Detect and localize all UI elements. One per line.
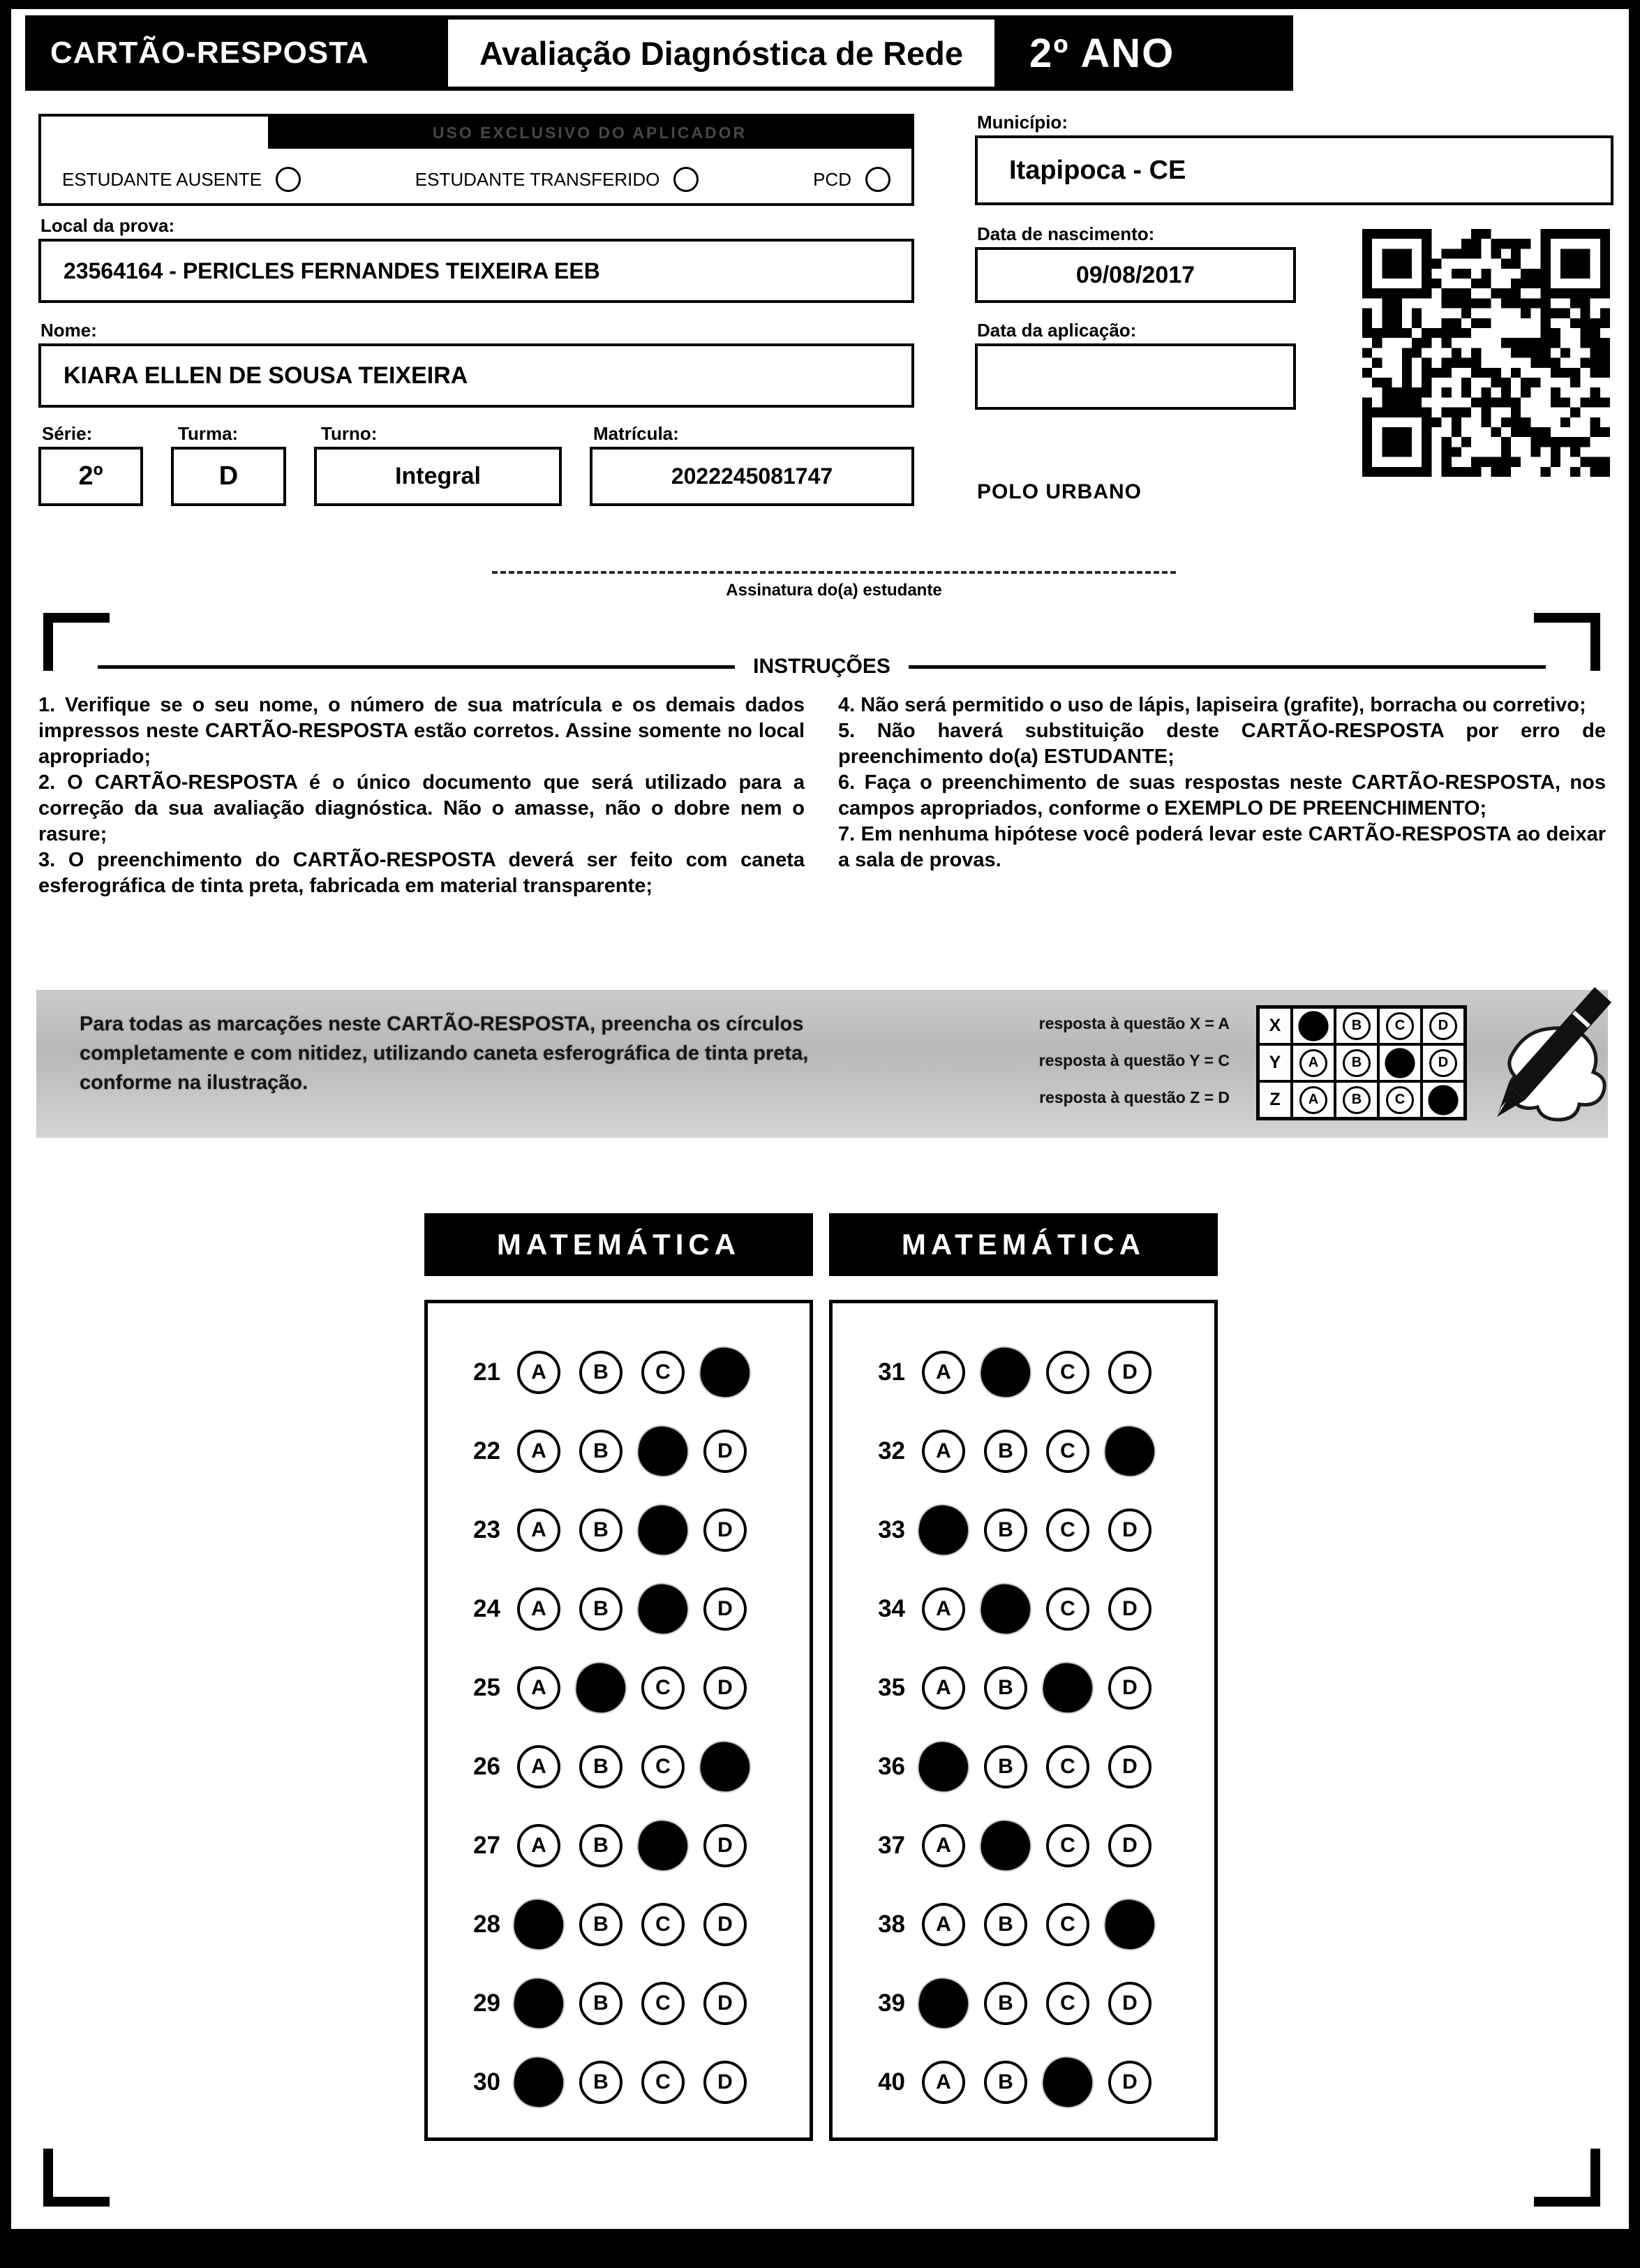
question-number: 30 <box>473 2068 500 2096</box>
question-number: 22 <box>473 1437 500 1465</box>
question-number: 36 <box>878 1752 905 1780</box>
bubble-q38-C[interactable]: C <box>1046 1903 1089 1946</box>
serie-value <box>38 447 143 506</box>
estudante-ausente-radio[interactable] <box>276 167 301 192</box>
example-cell <box>1292 1081 1335 1118</box>
instruction-item: 4. Não será permitido o uso de lápis, lapiseira (grafite), borracha ou corretivo; <box>838 694 1586 716</box>
question-row-30 <box>428 2043 810 2121</box>
instruction-item: 3. O preenchimento do CARTÃO-RESPOSTA deverá ser feito com caneta esferográfica de tinta preta, fabricada em material transparente; <box>38 849 805 897</box>
page-border-bottom-bar <box>0 2229 1640 2268</box>
header-bar-grade <box>999 15 1293 91</box>
question-row-36 <box>833 1727 1214 1806</box>
bubble-q35-B[interactable]: B <box>984 1666 1027 1710</box>
municipio-text: Itapipoca - CE <box>1009 155 1186 185</box>
bubble-q34-B-filled[interactable] <box>978 1580 1034 1636</box>
fill-note-text: Para todas as marcações neste CARTÃO-RESPOSTA, preencha os círculos completamente e com nitidez, utilizando caneta esferográfica de tinta preta, conforme na ilustração. <box>80 1013 809 1094</box>
question-number: 32 <box>878 1437 905 1465</box>
instruction-item: 6. Faça o preenchimento de suas respostas neste CARTÃO-RESPOSTA, nos campos apropriados, conforme o EXEMPLO DE PREENCHIMENTO; <box>838 771 1606 820</box>
checkbox-pcd <box>813 167 890 192</box>
question-number: 25 <box>473 1673 500 1701</box>
bubble-q29-A-filled[interactable] <box>511 1975 567 2031</box>
bubble-q40-D[interactable]: D <box>1108 2061 1151 2104</box>
question-row-32 <box>833 1411 1214 1490</box>
bubble-q35-D[interactable]: D <box>1108 1666 1151 1710</box>
checkbox-label: ESTUDANTE AUSENTE <box>62 168 262 190</box>
bubble-q25-B-filled[interactable] <box>573 1659 629 1715</box>
example-cell <box>1292 1007 1335 1044</box>
example-bubble: A <box>1299 1049 1327 1077</box>
question-row-31 <box>833 1333 1214 1411</box>
bubble-q39-D[interactable]: D <box>1108 1982 1151 2025</box>
question-number: 31 <box>878 1358 905 1386</box>
turno-text: Integral <box>395 463 481 489</box>
bubble-q32-A[interactable]: A <box>922 1430 965 1473</box>
bubble-q36-A-filled[interactable] <box>916 1738 971 1794</box>
bubble-q24-D[interactable]: D <box>703 1587 747 1631</box>
estudante-transferido-radio[interactable] <box>673 167 699 192</box>
example-cell <box>1335 1007 1378 1044</box>
local-da-prova-label: Local da prova: <box>40 215 175 236</box>
question-row-27 <box>428 1806 810 1885</box>
question-number: 21 <box>473 1358 500 1386</box>
question-row-40 <box>833 2043 1214 2121</box>
instruction-item: 1. Verifique se o seu nome, o número de sua matrícula e os demais dados impressos neste CARTÃO-RESPOSTA estão corretos. Assine somente no local apropriado; <box>38 694 805 768</box>
student-name: KIARA ELLEN DE SOUSA TEIXEIRA <box>64 362 468 389</box>
question-number: 24 <box>473 1594 500 1622</box>
legend-line-z: resposta à questão Z = D <box>1039 1088 1230 1106</box>
legend-line-x: resposta à questão X = A <box>1038 1014 1230 1032</box>
example-row-label-cell <box>1258 1081 1292 1118</box>
matricula-text: 2022245081747 <box>671 464 833 489</box>
bubble-q25-A[interactable]: A <box>517 1666 560 1710</box>
answer-grid-21-30 <box>424 1300 813 2141</box>
grade-label: 2º ANO <box>1029 30 1175 76</box>
hand-with-pen-icon <box>1408 984 1617 1134</box>
bubble-q32-B[interactable]: B <box>984 1430 1027 1473</box>
fill-example-legend <box>992 1005 1230 1116</box>
municipio-label: Município: <box>977 112 1068 133</box>
bubble-q21-D-filled[interactable] <box>697 1344 753 1400</box>
bubble-q23-D[interactable]: D <box>703 1509 747 1552</box>
example-cell <box>1335 1081 1378 1118</box>
header-subtitle-box <box>444 15 999 91</box>
bubble-q33-A-filled[interactable] <box>916 1502 971 1557</box>
question-row-22 <box>428 1411 810 1490</box>
bubble-q28-A-filled[interactable] <box>511 1896 567 1952</box>
instructions-header <box>98 655 1546 679</box>
turno-value <box>314 447 562 506</box>
turma-text: D <box>218 461 239 491</box>
bubble-q26-A[interactable]: A <box>517 1745 560 1788</box>
aplicacao-value[interactable] <box>975 343 1296 410</box>
bubble-q33-C[interactable]: C <box>1046 1509 1089 1552</box>
question-number: 39 <box>878 1989 905 2017</box>
instructions-column-left <box>38 692 805 899</box>
question-number: 28 <box>473 1910 500 1938</box>
bubble-q30-D[interactable]: D <box>703 2061 747 2104</box>
bubble-q28-B[interactable]: B <box>579 1903 623 1946</box>
bubble-q28-D[interactable]: D <box>703 1903 747 1946</box>
example-bubble: C <box>1386 1012 1414 1040</box>
instructions-title: INSTRUÇÕES <box>753 655 890 678</box>
bubble-q32-C[interactable]: C <box>1046 1430 1089 1473</box>
bubble-q38-A[interactable]: A <box>922 1903 965 1946</box>
signature-label: Assinatura do(a) estudante <box>726 581 942 600</box>
question-row-33 <box>833 1490 1214 1569</box>
bubble-q30-A-filled[interactable] <box>511 2054 567 2110</box>
bubble-q37-B-filled[interactable] <box>978 1817 1034 1873</box>
fill-example-band <box>36 990 1608 1138</box>
example-bubble: C <box>1386 1086 1414 1114</box>
checkbox-estudante-transferido <box>415 167 699 192</box>
bubble-q25-C[interactable]: C <box>641 1666 685 1710</box>
bubble-q27-B[interactable]: B <box>579 1824 623 1867</box>
instructions-columns <box>38 692 1607 899</box>
page-border-left <box>0 0 11 2268</box>
bubble-q28-C[interactable]: C <box>641 1903 685 1946</box>
bubble-q33-B[interactable]: B <box>984 1509 1027 1552</box>
question-row-23 <box>428 1490 810 1569</box>
example-cell <box>1292 1044 1335 1081</box>
bubble-q37-A[interactable]: A <box>922 1824 965 1867</box>
question-row-29 <box>428 1964 810 2043</box>
checkbox-estudante-ausente <box>62 167 301 192</box>
bubble-q40-B[interactable]: B <box>984 2061 1027 2104</box>
bubble-q21-B[interactable]: B <box>579 1351 623 1394</box>
section-header-matematica-1 <box>424 1213 813 1276</box>
question-number: 23 <box>473 1515 500 1543</box>
header-bar-left <box>25 15 444 91</box>
municipio-value <box>975 135 1613 205</box>
example-bubble: D <box>1429 1012 1457 1040</box>
matricula-label: Matrícula: <box>593 423 679 444</box>
question-number: 33 <box>878 1515 905 1543</box>
checkbox-label: ESTUDANTE TRANSFERIDO <box>415 168 660 190</box>
instruction-item: 5. Não haverá substituição deste CARTÃO-RESPOSTA por erro de preenchimento do(a) ESTUDANTE; <box>838 720 1606 768</box>
question-number: 27 <box>473 1831 500 1859</box>
instructions-rule-right <box>909 665 1546 669</box>
bubble-q36-C[interactable]: C <box>1046 1745 1089 1788</box>
bubble-q40-C-filled[interactable] <box>1040 2054 1096 2110</box>
question-number: 40 <box>878 2068 905 2096</box>
question-row-28 <box>428 1885 810 1964</box>
nome-label: Nome: <box>40 320 97 341</box>
bubble-q34-A[interactable]: A <box>922 1587 965 1631</box>
question-row-34 <box>833 1569 1214 1648</box>
bubble-q26-C[interactable]: C <box>641 1745 685 1788</box>
bubble-q23-C-filled[interactable] <box>635 1502 691 1557</box>
question-number: 38 <box>878 1910 905 1938</box>
bubble-q35-C-filled[interactable] <box>1040 1659 1096 1715</box>
turma-label: Turma: <box>178 423 239 444</box>
example-row-label: Y <box>1269 1053 1281 1072</box>
bubble-q36-B[interactable]: B <box>984 1745 1027 1788</box>
bubble-q34-C[interactable]: C <box>1046 1587 1089 1631</box>
example-bubble-filled <box>1298 1011 1328 1041</box>
example-row-label-cell <box>1258 1007 1292 1044</box>
applicator-use-label: USO EXCLUSIVO DO APLICADOR <box>432 123 747 142</box>
serie-text: 2º <box>78 461 103 491</box>
example-row-label: Z <box>1269 1090 1281 1109</box>
polo-label: POLO URBANO <box>977 480 1142 503</box>
bubble-q38-B[interactable]: B <box>984 1903 1027 1946</box>
pcd-radio[interactable] <box>865 167 890 192</box>
example-bubble: B <box>1343 1086 1371 1114</box>
question-row-25 <box>428 1648 810 1727</box>
bubble-q27-A[interactable]: A <box>517 1824 560 1867</box>
local-da-prova-value <box>38 239 914 303</box>
applicator-box <box>38 114 914 206</box>
question-row-21 <box>428 1333 810 1411</box>
question-number: 34 <box>878 1594 905 1622</box>
nascimento-label: Data de nascimento: <box>977 223 1155 244</box>
page-border-right <box>1629 0 1640 2268</box>
registration-mark-bottom-left <box>43 2149 110 2207</box>
registration-mark-bottom-right <box>1534 2149 1600 2207</box>
question-number: 37 <box>878 1831 905 1859</box>
bubble-q39-A-filled[interactable] <box>916 1975 971 2031</box>
bubble-q31-A[interactable]: A <box>922 1351 965 1394</box>
status-checkbox-row <box>41 167 911 192</box>
bubble-q39-C[interactable]: C <box>1046 1982 1089 2025</box>
question-number: 29 <box>473 1989 500 2017</box>
answer-grid-31-40 <box>829 1300 1218 2141</box>
form-title: CARTÃO-RESPOSTA <box>50 36 369 70</box>
example-bubble: B <box>1343 1012 1371 1040</box>
applicator-use-bar <box>268 117 911 149</box>
bubble-q21-C[interactable]: C <box>641 1351 685 1394</box>
nome-value <box>38 343 914 408</box>
example-bubble: A <box>1299 1086 1327 1114</box>
question-row-38 <box>833 1885 1214 1964</box>
bubble-q31-C[interactable]: C <box>1046 1351 1089 1394</box>
turno-label: Turno: <box>321 423 378 444</box>
question-row-35 <box>833 1648 1214 1727</box>
bubble-q35-A[interactable]: A <box>922 1666 965 1710</box>
school-name: 23564164 - PERICLES FERNANDES TEIXEIRA EEB <box>64 258 600 283</box>
bubble-q24-C-filled[interactable] <box>635 1580 691 1636</box>
form-subtitle: Avaliação Diagnóstica de Rede <box>479 34 964 72</box>
nascimento-value <box>975 247 1296 303</box>
question-row-39 <box>833 1964 1214 2043</box>
bubble-q37-C[interactable]: C <box>1046 1824 1089 1867</box>
bubble-q30-B[interactable]: B <box>579 2061 623 2104</box>
question-row-37 <box>833 1806 1214 1885</box>
bubble-q31-D[interactable]: D <box>1108 1351 1151 1394</box>
bubble-q33-D[interactable]: D <box>1108 1509 1151 1552</box>
matricula-value <box>590 447 914 506</box>
turma-value <box>171 447 286 506</box>
instruction-item: 2. O CARTÃO-RESPOSTA é o único documento que será utilizado para a correção da sua avaliação diagnóstica. Não o amasse, não o dobre nem o rasure; <box>38 771 805 845</box>
page-border-top <box>0 0 1640 9</box>
aplicacao-label: Data da aplicação: <box>977 320 1137 341</box>
question-number: 35 <box>878 1673 905 1701</box>
bubble-q22-A[interactable]: A <box>517 1430 560 1473</box>
bubble-q22-D[interactable]: D <box>703 1430 747 1473</box>
bubble-q37-D[interactable]: D <box>1108 1824 1151 1867</box>
signature-line[interactable] <box>492 571 1176 574</box>
bubble-q26-D-filled[interactable] <box>697 1738 753 1794</box>
example-bubble: B <box>1343 1049 1371 1077</box>
checkbox-label: PCD <box>813 168 851 190</box>
bubble-q38-D-filled[interactable] <box>1102 1896 1158 1952</box>
bubble-q23-B[interactable]: B <box>579 1509 623 1552</box>
bubble-q39-B[interactable]: B <box>984 1982 1027 2025</box>
bubble-q23-A[interactable]: A <box>517 1509 560 1552</box>
section-title: MATEMÁTICA <box>901 1228 1146 1261</box>
bubble-q22-B[interactable]: B <box>579 1430 623 1473</box>
bubble-q26-B[interactable]: B <box>579 1745 623 1788</box>
bubble-q21-A[interactable]: A <box>517 1351 560 1394</box>
bubble-q34-D[interactable]: D <box>1108 1587 1151 1631</box>
question-row-26 <box>428 1727 810 1806</box>
question-row-24 <box>428 1569 810 1648</box>
instructions-rule-left <box>98 665 735 669</box>
bubble-q24-B[interactable]: B <box>579 1587 623 1631</box>
bubble-q29-D[interactable]: D <box>703 1982 747 2025</box>
nascimento-text: 09/08/2017 <box>1075 261 1195 288</box>
bubble-q36-D[interactable]: D <box>1108 1745 1151 1788</box>
bubble-q27-C-filled[interactable] <box>635 1817 691 1873</box>
section-header-matematica-2 <box>829 1213 1218 1276</box>
bubble-q29-C[interactable]: C <box>641 1982 685 2025</box>
serie-label: Série: <box>42 423 93 444</box>
bubble-q30-C[interactable]: C <box>641 2061 685 2104</box>
bubble-q29-B[interactable]: B <box>579 1982 623 2025</box>
legend-line-y: resposta à questão Y = C <box>1038 1051 1230 1069</box>
bubble-q24-A[interactable]: A <box>517 1587 560 1631</box>
bubble-q25-D[interactable]: D <box>703 1666 747 1710</box>
section-title: MATEMÁTICA <box>496 1228 741 1261</box>
bubble-q32-D-filled[interactable] <box>1102 1423 1158 1478</box>
question-number: 26 <box>473 1752 500 1780</box>
example-bubble: D <box>1429 1049 1457 1077</box>
bubble-q27-D[interactable]: D <box>703 1824 747 1867</box>
instruction-item: 7. Em nenhuma hipótese você poderá levar este CARTÃO-RESPOSTA ao deixar a sala de provas. <box>838 823 1606 871</box>
example-cell <box>1335 1044 1378 1081</box>
bubble-q31-B-filled[interactable] <box>978 1344 1034 1400</box>
example-row-label-cell <box>1258 1044 1292 1081</box>
bubble-q22-C-filled[interactable] <box>635 1423 691 1478</box>
example-row-label: X <box>1269 1016 1281 1035</box>
instructions-column-right <box>838 692 1606 899</box>
qr-code <box>1362 229 1610 477</box>
bubble-q40-A[interactable]: A <box>922 2061 965 2104</box>
